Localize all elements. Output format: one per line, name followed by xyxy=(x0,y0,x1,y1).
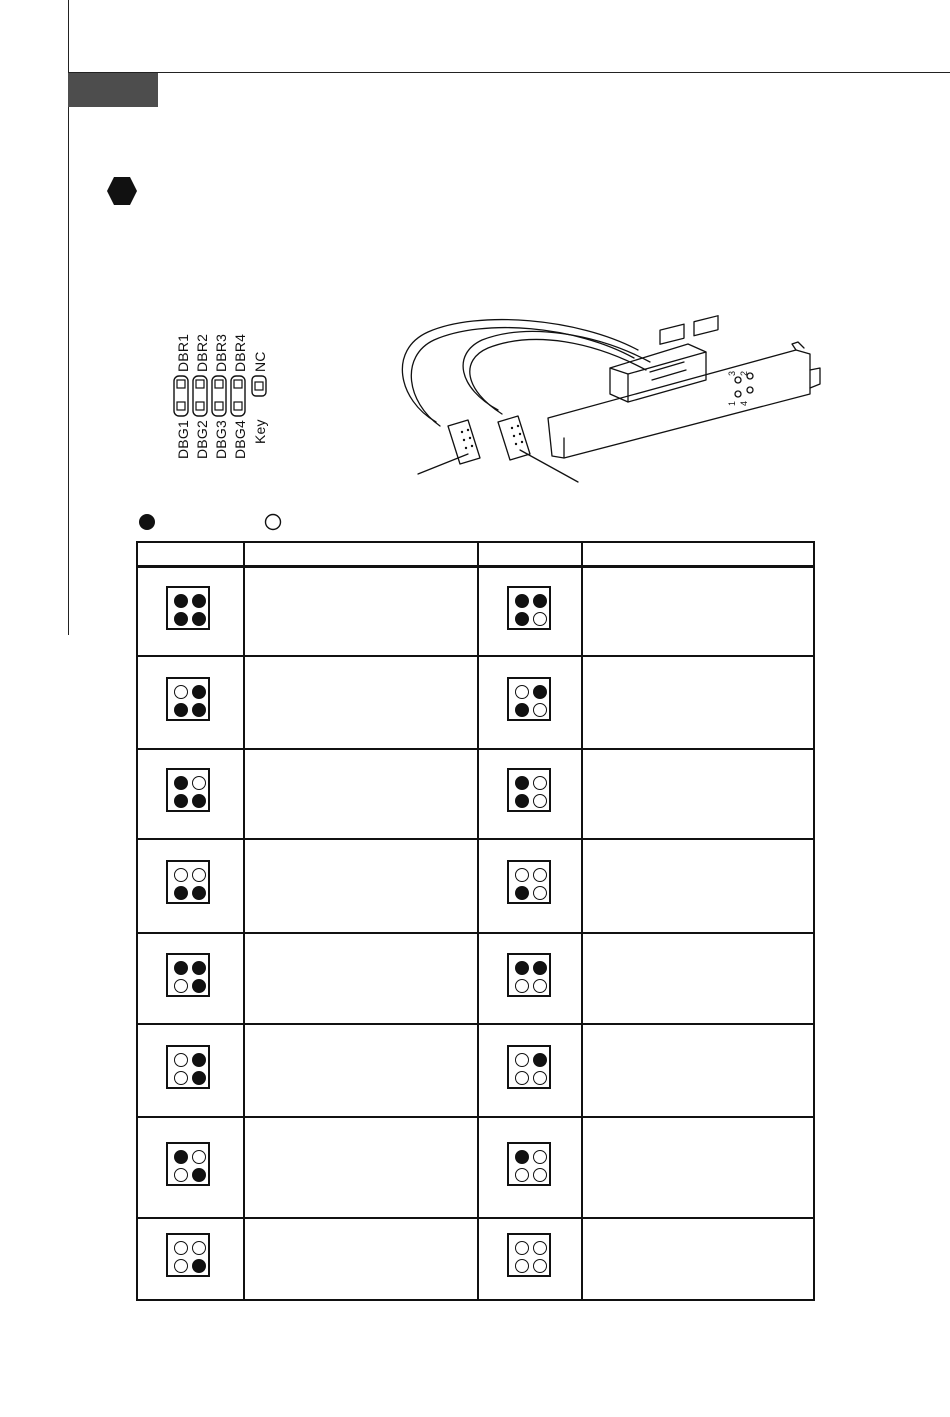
led-on-icon xyxy=(515,594,529,608)
led-pattern-right-1 xyxy=(507,586,551,630)
led-on-icon xyxy=(192,1259,206,1273)
table-row-divider xyxy=(138,1023,813,1025)
led-on-icon xyxy=(533,1053,547,1067)
led-off-icon xyxy=(515,685,529,699)
led-off-icon xyxy=(192,868,206,882)
led-on-icon xyxy=(192,1053,206,1067)
led-on-icon xyxy=(192,685,206,699)
table-row-divider xyxy=(138,1116,813,1118)
led-off-icon xyxy=(515,1071,529,1085)
pin-label-dbr2: DBR2 xyxy=(194,333,210,372)
led-on-icon xyxy=(515,776,529,790)
debug-led-table xyxy=(136,541,815,1301)
led-on-icon xyxy=(174,703,188,717)
led-on-icon xyxy=(174,794,188,808)
led-on-icon xyxy=(533,594,547,608)
table-row-divider xyxy=(138,1217,813,1219)
bracket-port-4: 4 xyxy=(739,400,749,406)
led-pattern-right-8 xyxy=(507,1233,551,1277)
led-off-icon xyxy=(533,868,547,882)
led-off-icon xyxy=(174,1053,188,1067)
led-off-icon xyxy=(192,1241,206,1255)
pin-label-dbr1: DBR1 xyxy=(175,333,191,372)
led-off-icon xyxy=(533,1241,547,1255)
led-on-icon xyxy=(174,776,188,790)
led-off-icon xyxy=(174,685,188,699)
pin-label-dbg4: DBG4 xyxy=(232,420,248,459)
bracket-port-3: 3 xyxy=(727,370,737,376)
led-off-icon xyxy=(515,1259,529,1273)
led-on-icon xyxy=(192,1071,206,1085)
led-legend xyxy=(137,512,297,532)
led-on-icon xyxy=(515,794,529,808)
led-on-icon xyxy=(192,1168,206,1182)
led-off-icon xyxy=(533,703,547,717)
led-pattern-right-6 xyxy=(507,1045,551,1089)
led-off-icon xyxy=(533,886,547,900)
pin-label-dbg3: DBG3 xyxy=(213,420,229,459)
led-on-icon xyxy=(174,1150,188,1164)
led-off-icon xyxy=(515,1053,529,1067)
table-row-divider xyxy=(138,655,813,657)
led-off-icon xyxy=(533,979,547,993)
table-header-divider xyxy=(138,565,813,568)
led-on-icon xyxy=(192,961,206,975)
pin-label-nc: NC xyxy=(252,351,268,372)
led-on-icon xyxy=(533,961,547,975)
section-hexagon-icon xyxy=(106,176,138,206)
led-off-icon xyxy=(515,1241,529,1255)
table-row-divider xyxy=(138,748,813,750)
led-on-icon xyxy=(174,886,188,900)
led-pattern-right-4 xyxy=(507,860,551,904)
led-pattern-left-4 xyxy=(166,860,210,904)
led-on-icon xyxy=(515,612,529,626)
pin-label-key: Key xyxy=(252,419,268,444)
led-off-icon xyxy=(174,1071,188,1085)
connector-pin-diagram xyxy=(172,374,268,426)
led-off-icon xyxy=(192,776,206,790)
led-pattern-left-8 xyxy=(166,1233,210,1277)
chapter-tab xyxy=(68,73,158,107)
led-off-icon xyxy=(192,1150,206,1164)
table-row-divider xyxy=(138,932,813,934)
led-off-icon xyxy=(174,868,188,882)
pin-label-dbr3: DBR3 xyxy=(213,333,229,372)
led-off-icon xyxy=(515,1168,529,1182)
led-on-icon xyxy=(192,886,206,900)
led-off-icon xyxy=(515,868,529,882)
bracket-port-1: 1 xyxy=(727,400,737,406)
led-pattern-right-7 xyxy=(507,1142,551,1186)
debug-bracket-illustration xyxy=(388,310,828,490)
pin-label-dbr4: DBR4 xyxy=(232,333,248,372)
led-pattern-right-5 xyxy=(507,953,551,997)
led-on-icon xyxy=(192,703,206,717)
pin-label-dbg1: DBG1 xyxy=(175,420,191,459)
led-pattern-right-3 xyxy=(507,768,551,812)
led-on-icon xyxy=(515,886,529,900)
led-on-icon xyxy=(192,612,206,626)
led-pattern-left-5 xyxy=(166,953,210,997)
led-pattern-left-7 xyxy=(166,1142,210,1186)
led-pattern-left-6 xyxy=(166,1045,210,1089)
led-off-icon xyxy=(533,794,547,808)
led-on-icon xyxy=(174,594,188,608)
legend-off-icon xyxy=(266,515,281,530)
led-off-icon xyxy=(533,1259,547,1273)
led-off-icon xyxy=(174,1168,188,1182)
led-off-icon xyxy=(533,612,547,626)
led-on-icon xyxy=(174,961,188,975)
led-off-icon xyxy=(533,1150,547,1164)
header-rule xyxy=(68,72,950,73)
pin-label-dbg2: DBG2 xyxy=(194,420,210,459)
led-on-icon xyxy=(515,961,529,975)
led-on-icon xyxy=(192,979,206,993)
legend-on-icon xyxy=(139,514,155,530)
led-off-icon xyxy=(533,776,547,790)
led-off-icon xyxy=(174,979,188,993)
bracket-port-2: 2 xyxy=(739,370,749,376)
led-pattern-left-1 xyxy=(166,586,210,630)
led-off-icon xyxy=(174,1241,188,1255)
led-pattern-right-2 xyxy=(507,677,551,721)
led-on-icon xyxy=(192,794,206,808)
led-off-icon xyxy=(533,1071,547,1085)
led-off-icon xyxy=(533,1168,547,1182)
led-on-icon xyxy=(515,703,529,717)
led-on-icon xyxy=(515,1150,529,1164)
led-on-icon xyxy=(174,612,188,626)
led-pattern-left-2 xyxy=(166,677,210,721)
table-row-divider xyxy=(138,838,813,840)
led-on-icon xyxy=(533,685,547,699)
led-off-icon xyxy=(174,1259,188,1273)
led-off-icon xyxy=(515,979,529,993)
led-pattern-left-3 xyxy=(166,768,210,812)
led-on-icon xyxy=(192,594,206,608)
